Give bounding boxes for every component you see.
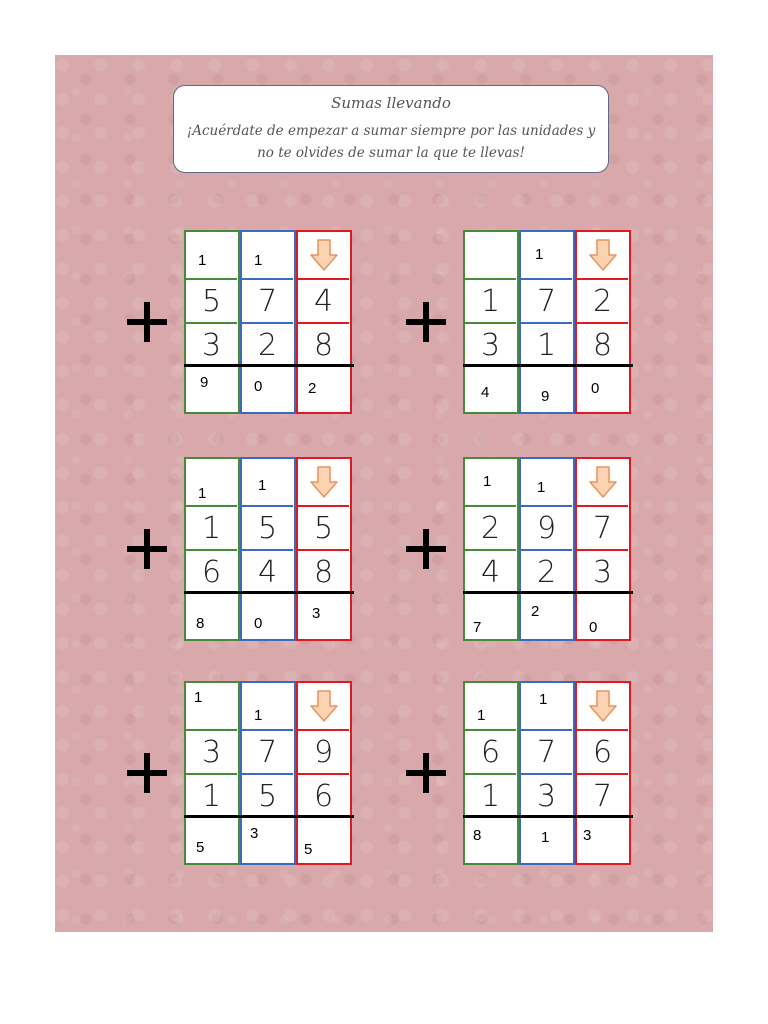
bottom-digit: 4 xyxy=(480,554,501,590)
down-arrow-icon xyxy=(309,689,339,723)
bottom-digit: 6 xyxy=(313,778,334,814)
top-digit: 6 xyxy=(592,734,613,770)
operand-cell xyxy=(298,773,349,817)
bottom-digit: 2 xyxy=(536,554,557,590)
carry-cell xyxy=(186,232,237,276)
result-digit: 3 xyxy=(583,827,592,844)
result-cell[interactable] xyxy=(186,368,237,412)
addition-problem xyxy=(184,681,354,865)
operand-cell xyxy=(521,278,572,322)
result-digit: 3 xyxy=(250,825,259,842)
result-digit: 1 xyxy=(541,829,550,846)
result-cell[interactable] xyxy=(242,368,293,412)
top-digit: 2 xyxy=(480,510,501,546)
arrow-cell xyxy=(298,459,349,503)
down-arrow-icon xyxy=(309,465,339,499)
instructions-box xyxy=(173,85,609,173)
column-units xyxy=(575,230,631,414)
operand-cell xyxy=(186,505,237,549)
result-cell[interactable] xyxy=(521,595,572,639)
column-hundreds xyxy=(463,681,519,865)
sum-line xyxy=(463,591,633,594)
operand-cell xyxy=(186,322,237,366)
carry-cell xyxy=(242,459,293,503)
operand-cell xyxy=(577,729,628,773)
result-cell[interactable] xyxy=(577,368,628,412)
result-cell[interactable] xyxy=(465,368,516,412)
result-cell[interactable] xyxy=(242,595,293,639)
carry-cell xyxy=(242,683,293,727)
bottom-digit: 8 xyxy=(313,327,334,363)
arrow-cell xyxy=(577,232,628,276)
column-tens xyxy=(240,457,296,641)
down-arrow-icon xyxy=(588,689,618,723)
top-digit: 9 xyxy=(536,510,557,546)
result-digit: 2 xyxy=(531,603,540,620)
carry-cell xyxy=(186,459,237,503)
operand-cell xyxy=(521,729,572,773)
operand-cell xyxy=(298,549,349,593)
operand-cell xyxy=(186,773,237,817)
operand-cell xyxy=(186,278,237,322)
top-digit: 7 xyxy=(257,734,278,770)
top-digit: 3 xyxy=(201,734,222,770)
column-hundreds xyxy=(184,457,240,641)
column-hundreds xyxy=(463,457,519,641)
result-cell[interactable] xyxy=(521,368,572,412)
carry-cell xyxy=(521,232,572,276)
top-digit: 1 xyxy=(480,283,501,319)
result-cell[interactable] xyxy=(186,819,237,863)
carry-digit: 1 xyxy=(258,477,267,494)
operand-cell xyxy=(186,729,237,773)
bottom-digit: 1 xyxy=(536,327,557,363)
top-digit: 7 xyxy=(536,734,557,770)
carry-digit: 1 xyxy=(194,689,203,706)
operand-cell xyxy=(521,322,572,366)
sum-line xyxy=(184,591,354,594)
plus-sign-icon xyxy=(127,302,167,342)
bottom-digit: 1 xyxy=(201,778,222,814)
column-units xyxy=(296,457,352,641)
sum-line xyxy=(463,364,633,367)
operand-cell xyxy=(465,729,516,773)
carry-cell xyxy=(465,683,516,727)
bottom-digit: 3 xyxy=(536,778,557,814)
addition-problem xyxy=(184,457,354,641)
column-tens xyxy=(519,457,575,641)
operand-cell xyxy=(465,322,516,366)
column-tens xyxy=(519,230,575,414)
result-cell[interactable] xyxy=(577,595,628,639)
addition-problem xyxy=(184,230,354,414)
operand-cell xyxy=(577,773,628,817)
result-cell[interactable] xyxy=(298,368,349,412)
operand-cell xyxy=(577,278,628,322)
bottom-digit: 3 xyxy=(480,327,501,363)
arrow-cell xyxy=(298,683,349,727)
result-digit: 7 xyxy=(473,619,482,636)
result-cell[interactable] xyxy=(577,819,628,863)
operand-cell xyxy=(242,322,293,366)
carry-digit: 1 xyxy=(254,252,263,269)
carry-digit: 1 xyxy=(539,691,548,708)
result-cell[interactable] xyxy=(242,819,293,863)
operand-cell xyxy=(577,505,628,549)
arrow-cell xyxy=(577,683,628,727)
sum-line xyxy=(463,815,633,818)
top-digit: 1 xyxy=(201,510,222,546)
down-arrow-icon xyxy=(588,238,618,272)
result-cell[interactable] xyxy=(298,595,349,639)
result-digit: 0 xyxy=(254,615,263,632)
column-hundreds xyxy=(463,230,519,414)
carry-digit: 1 xyxy=(477,707,486,724)
operand-cell xyxy=(521,505,572,549)
result-digit: 0 xyxy=(589,619,598,636)
carry-cell xyxy=(465,459,516,503)
operand-cell xyxy=(465,549,516,593)
addition-problem xyxy=(463,230,633,414)
top-digit: 5 xyxy=(313,510,334,546)
operand-cell xyxy=(465,773,516,817)
plus-sign-icon xyxy=(406,753,446,793)
carry-cell xyxy=(521,683,572,727)
column-tens xyxy=(519,681,575,865)
result-cell[interactable] xyxy=(521,819,572,863)
result-digit: 8 xyxy=(196,615,205,632)
operand-cell xyxy=(577,549,628,593)
bottom-digit: 8 xyxy=(592,327,613,363)
bottom-digit: 7 xyxy=(592,778,613,814)
result-digit: 8 xyxy=(473,827,482,844)
carry-digit: 1 xyxy=(537,479,546,496)
column-tens xyxy=(240,230,296,414)
operand-cell xyxy=(186,549,237,593)
plus-sign-icon xyxy=(127,529,167,569)
down-arrow-icon xyxy=(309,238,339,272)
column-hundreds xyxy=(184,230,240,414)
plus-sign-icon xyxy=(406,529,446,569)
plus-sign-icon xyxy=(406,302,446,342)
operand-cell xyxy=(242,505,293,549)
sum-line xyxy=(184,815,354,818)
result-digit: 5 xyxy=(196,839,205,856)
addition-problem xyxy=(463,457,633,641)
top-digit: 7 xyxy=(536,283,557,319)
arrow-cell xyxy=(298,232,349,276)
result-cell[interactable] xyxy=(186,595,237,639)
sum-line xyxy=(184,364,354,367)
carry-cell xyxy=(186,683,237,727)
carry-digit: 1 xyxy=(535,246,544,263)
operand-cell xyxy=(577,322,628,366)
carry-digit: 1 xyxy=(254,707,263,724)
top-digit: 5 xyxy=(257,510,278,546)
bottom-digit: 5 xyxy=(257,778,278,814)
bottom-digit: 6 xyxy=(201,554,222,590)
top-digit: 7 xyxy=(592,510,613,546)
result-digit: 5 xyxy=(304,841,313,858)
operand-cell xyxy=(242,278,293,322)
top-digit: 6 xyxy=(480,734,501,770)
result-digit: 4 xyxy=(481,384,490,401)
bottom-digit: 1 xyxy=(480,778,501,814)
result-digit: 9 xyxy=(200,374,209,391)
operand-cell xyxy=(521,773,572,817)
carry-digit: 1 xyxy=(483,473,492,490)
result-digit: 9 xyxy=(541,388,550,405)
result-digit: 0 xyxy=(591,380,600,397)
column-units xyxy=(296,681,352,865)
operand-cell xyxy=(242,729,293,773)
carry-digit: 1 xyxy=(198,252,207,269)
bottom-digit: 3 xyxy=(592,554,613,590)
top-digit: 4 xyxy=(313,283,334,319)
operand-cell xyxy=(298,505,349,549)
result-cell[interactable] xyxy=(465,595,516,639)
operand-cell xyxy=(298,278,349,322)
top-digit: 2 xyxy=(592,283,613,319)
operand-cell xyxy=(521,549,572,593)
column-tens xyxy=(240,681,296,865)
bottom-digit: 2 xyxy=(257,327,278,363)
result-digit: 0 xyxy=(254,378,263,395)
operand-cell xyxy=(465,278,516,322)
operand-cell xyxy=(242,549,293,593)
carry-digit: 1 xyxy=(198,485,207,502)
column-units xyxy=(296,230,352,414)
top-digit: 7 xyxy=(257,283,278,319)
carry-cell xyxy=(242,232,293,276)
bottom-digit: 8 xyxy=(313,554,334,590)
operand-cell xyxy=(465,505,516,549)
result-cell[interactable] xyxy=(298,819,349,863)
down-arrow-icon xyxy=(588,465,618,499)
arrow-cell xyxy=(577,459,628,503)
column-units xyxy=(575,457,631,641)
bottom-digit: 4 xyxy=(257,554,278,590)
result-cell[interactable] xyxy=(465,819,516,863)
worksheet-title: Sumas llevando xyxy=(331,94,451,112)
top-digit: 5 xyxy=(201,283,222,319)
operand-cell xyxy=(298,322,349,366)
column-hundreds xyxy=(184,681,240,865)
result-digit: 2 xyxy=(308,380,317,397)
column-units xyxy=(575,681,631,865)
operand-cell xyxy=(298,729,349,773)
addition-problem xyxy=(463,681,633,865)
instructions-text: ¡Acuérdate de empezar a sumar siempre por las unidades y no te olvides de sumar la que te llevas! xyxy=(186,123,596,161)
bottom-digit: 3 xyxy=(201,327,222,363)
operand-cell xyxy=(242,773,293,817)
plus-sign-icon xyxy=(127,753,167,793)
carry-cell xyxy=(521,459,572,503)
top-digit: 9 xyxy=(313,734,334,770)
result-digit: 3 xyxy=(312,605,321,622)
carry-cell xyxy=(465,232,516,276)
